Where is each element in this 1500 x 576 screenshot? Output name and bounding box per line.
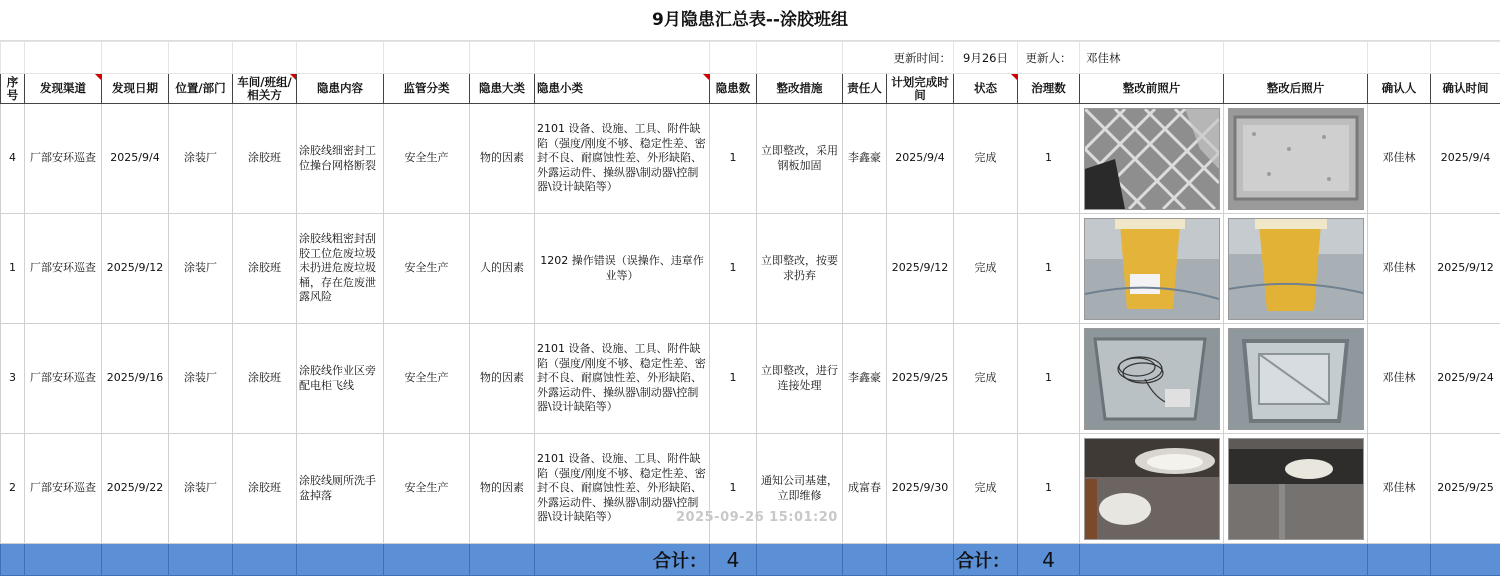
cell-dept[interactable]: 涂装厂 [169,434,233,544]
col-header-count[interactable]: 隐患数 [710,74,757,104]
cell-minor[interactable]: 2101 设备、设施、工具、附件缺陷（强度/刚度不够、稳定性差、密封不良、耐腐蚀性差、外形缺陷、外露运动件、操纵器\制动器\控制器\设计缺陷等） [535,324,710,434]
cell-minor[interactable]: 2101 设备、设施、工具、附件缺陷（强度/刚度不够、稳定性差、密封不良、耐腐蚀性差、外形缺陷、外露运动件、操纵器\制动器\控制器\设计缺陷等） [535,104,710,214]
cell-channel[interactable]: 厂部安环巡查 [25,104,102,214]
cell-count[interactable]: 1 [710,104,757,214]
col-header-fixed[interactable]: 治理数 [1018,74,1080,104]
col-header-dept[interactable]: 位置/部门 [169,74,233,104]
cell-plan[interactable]: 2025/9/30 [887,434,954,544]
cell-measure[interactable]: 立即整改，采用钢板加固 [757,104,843,214]
cell-no[interactable]: 4 [1,104,25,214]
cell-photo-after[interactable] [1224,434,1368,544]
cell-date[interactable]: 2025/9/22 [102,434,169,544]
photo-after-image[interactable] [1228,328,1364,430]
photo-before-image[interactable] [1084,328,1220,430]
col-header-owner[interactable]: 责任人 [843,74,887,104]
cell-minor[interactable]: 2101 设备、设施、工具、附件缺陷（强度/刚度不够、稳定性差、密封不良、耐腐蚀性差、外形缺陷、外露运动件、操纵器\制动器\控制器\设计缺陷等） [535,434,710,544]
cell-supervise[interactable]: 安全生产 [384,214,470,324]
cell-confirm-date[interactable]: 2025/9/24 [1431,324,1500,434]
col-header-team[interactable]: 车间/班组/相关方 [233,74,297,104]
cell-content[interactable]: 涂胶线厕所洗手盆掉落 [297,434,384,544]
cell-date[interactable]: 2025/9/12 [102,214,169,324]
photo-after-image[interactable] [1228,438,1364,540]
col-header-no[interactable]: 序号 [1,74,25,104]
cell-team[interactable]: 涂胶班 [233,214,297,324]
cell-plan[interactable]: 2025/9/12 [887,214,954,324]
sheet-title: 9月隐患汇总表--涂胶班组 [0,0,1500,41]
update-time-label: 更新时间： [843,42,954,74]
col-header-minor[interactable]: 隐患小类 [535,74,710,104]
col-header-content[interactable]: 隐患内容 [297,74,384,104]
cell-photo-after[interactable] [1224,214,1368,324]
cell-dept[interactable]: 涂装厂 [169,214,233,324]
cell-confirm-date[interactable]: 2025/9/12 [1431,214,1500,324]
cell-photo-before[interactable] [1080,214,1224,324]
update-time-value[interactable]: 9月26日 [954,42,1018,74]
cell-major[interactable]: 物的因素 [470,324,535,434]
cell-content[interactable]: 涂胶线粗密封刮胶工位危废垃圾未扔进危废垃圾桶，存在危废泄露风险 [297,214,384,324]
cell-dept[interactable]: 涂装厂 [169,324,233,434]
col-header-photo-after[interactable]: 整改后照片 [1224,74,1368,104]
total-value-fixed[interactable]: 4 [1018,544,1080,576]
cell-major[interactable]: 物的因素 [470,104,535,214]
cell-confirm-date[interactable]: 2025/9/4 [1431,104,1500,214]
photo-before-image[interactable] [1084,108,1220,210]
cell-count[interactable]: 1 [710,434,757,544]
totals-row [1,544,1500,576]
cell-status[interactable]: 完成 [954,324,1018,434]
total-value-count[interactable]: 4 [710,544,757,576]
cell-team[interactable]: 涂胶班 [233,434,297,544]
photo-before-image[interactable] [1084,218,1220,320]
col-header-major[interactable]: 隐患大类 [470,74,535,104]
cell-photo-after[interactable] [1224,324,1368,434]
photo-before-image[interactable] [1084,438,1220,540]
cell-team[interactable]: 涂胶班 [233,324,297,434]
table-row [1,324,1500,434]
cell-confirmer[interactable]: 邓佳林 [1368,324,1431,434]
table-row [1,104,1500,214]
cell-count[interactable]: 1 [710,214,757,324]
cell-channel[interactable]: 厂部安环巡查 [25,324,102,434]
col-header-measure[interactable]: 整改措施 [757,74,843,104]
table-row [1,434,1500,544]
col-header-plan[interactable]: 计划完成时间 [887,74,954,104]
cell-owner[interactable]: 成富春 [843,434,887,544]
cell-no[interactable]: 1 [1,214,25,324]
cell-owner[interactable]: 李鑫豪 [843,104,887,214]
cell-measure[interactable]: 通知公司基建，立即维修 [757,434,843,544]
cell-status[interactable]: 完成 [954,214,1018,324]
cell-confirmer[interactable]: 邓佳林 [1368,214,1431,324]
cell-date[interactable]: 2025/9/4 [102,104,169,214]
cell-plan[interactable]: 2025/9/25 [887,324,954,434]
cell-supervise[interactable]: 安全生产 [384,434,470,544]
cell-team[interactable]: 涂胶班 [233,104,297,214]
cell-fixed[interactable]: 1 [1018,104,1080,214]
cell-measure[interactable]: 立即整改，进行连接处理 [757,324,843,434]
cell-major[interactable]: 物的因素 [470,434,535,544]
cell-content[interactable]: 涂胶线细密封工位操台网格断裂 [297,104,384,214]
cell-supervise[interactable]: 安全生产 [384,324,470,434]
col-header-supervise[interactable]: 监管分类 [384,74,470,104]
updater-label: 更新人： [1018,42,1080,74]
cell-confirmer[interactable]: 邓佳林 [1368,104,1431,214]
col-header-date[interactable]: 发现日期 [102,74,169,104]
hazard-table [0,41,1500,576]
cell-channel[interactable]: 厂部安环巡查 [25,434,102,544]
cell-photo-after[interactable] [1224,104,1368,214]
cell-content[interactable]: 涂胶线作业区旁配电柜飞线 [297,324,384,434]
header-row [1,74,1500,104]
cell-date[interactable]: 2025/9/16 [102,324,169,434]
total-label-fixed: 合计： [954,544,1018,576]
meta-row [1,42,1500,74]
cell-no[interactable]: 3 [1,324,25,434]
total-label-count: 合计： [535,544,710,576]
col-header-status[interactable]: 状态 [954,74,1018,104]
col-header-confirm-date[interactable]: 确认时间 [1431,74,1500,104]
cell-confirmer[interactable]: 邓佳林 [1368,434,1431,544]
col-header-channel[interactable]: 发现渠道 [25,74,102,104]
cell-minor[interactable]: 1202 操作错误（误操作、违章作业等） [535,214,710,324]
cell-fixed[interactable]: 1 [1018,324,1080,434]
cell-channel[interactable]: 厂部安环巡查 [25,214,102,324]
col-header-confirmer[interactable]: 确认人 [1368,74,1431,104]
cell-supervise[interactable]: 安全生产 [384,104,470,214]
cell-count[interactable]: 1 [710,324,757,434]
photo-after-image[interactable] [1228,108,1364,210]
cell-no[interactable]: 2 [1,434,25,544]
cell-measure[interactable]: 立即整改，按要求扔弃 [757,214,843,324]
cell-status[interactable]: 完成 [954,434,1018,544]
table-row [1,214,1500,324]
photo-after-image[interactable] [1228,218,1364,320]
cell-confirm-date[interactable]: 2025/9/25 [1431,434,1500,544]
cell-photo-before[interactable] [1080,324,1224,434]
timestamp-watermark: 2025-09-26 15:01:20 [676,510,838,525]
col-header-photo-before[interactable]: 整改前照片 [1080,74,1224,104]
cell-owner[interactable]: 李鑫豪 [843,324,887,434]
updater-value[interactable]: 邓佳林 [1080,42,1224,74]
cell-fixed[interactable]: 1 [1018,214,1080,324]
cell-fixed[interactable]: 1 [1018,434,1080,544]
cell-major[interactable]: 人的因素 [470,214,535,324]
cell-photo-before[interactable] [1080,104,1224,214]
cell-owner[interactable] [843,214,887,324]
cell-dept[interactable]: 涂装厂 [169,104,233,214]
cell-plan[interactable]: 2025/9/4 [887,104,954,214]
cell-photo-before[interactable] [1080,434,1224,544]
cell-status[interactable]: 完成 [954,104,1018,214]
